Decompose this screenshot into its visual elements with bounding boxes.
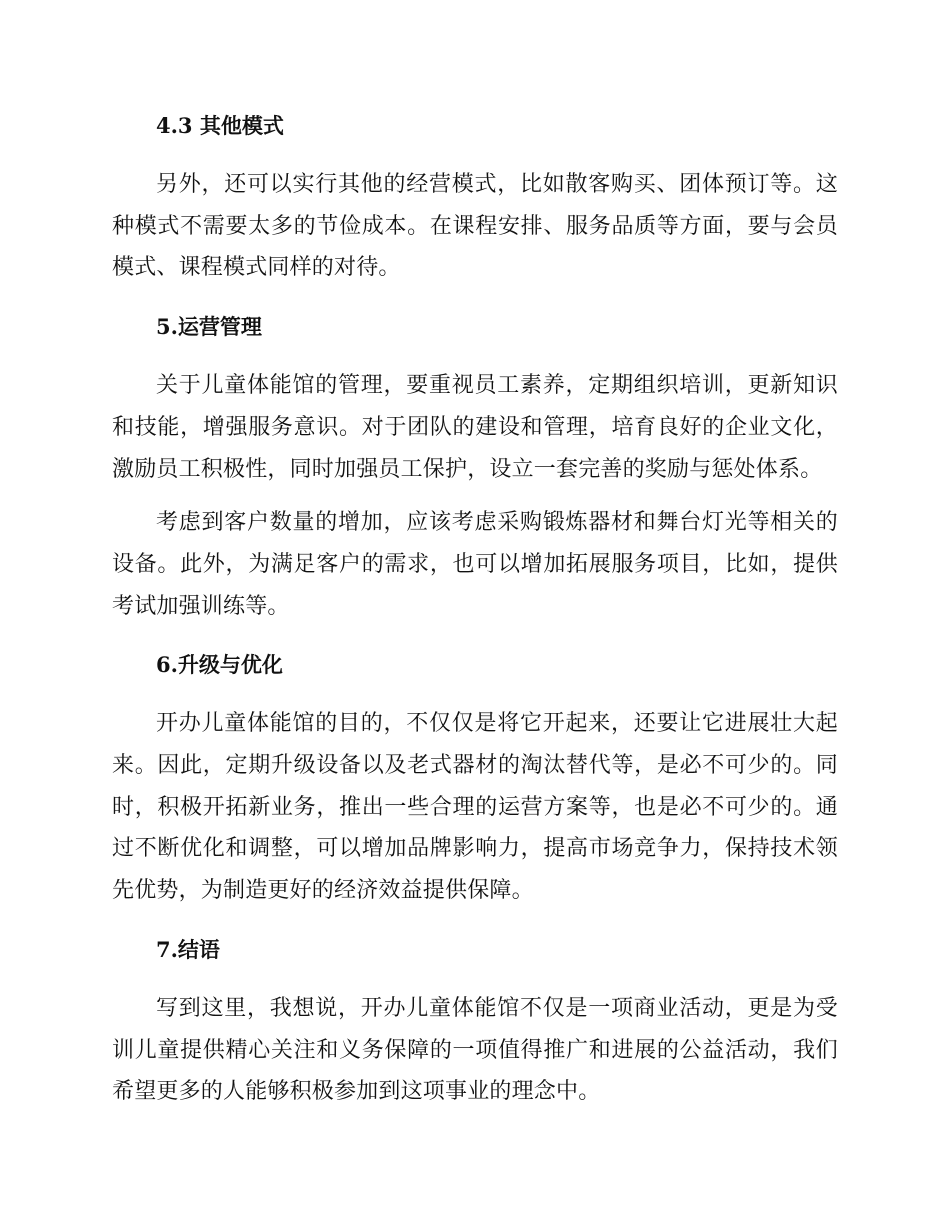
paragraph-other-modes: 另外，还可以实行其他的经营模式，比如散客购买、团体预订等。这种模式不需要太多的节俭成本。在课程安排、服务品质等方面，要与会员模式、课程模式同样的对待。 <box>112 172 838 281</box>
paragraph-conclusion: 写到这里，我想说，开办儿童体能馆不仅是一项商业活动，更是为受训儿童提供精心关注和义务保障的一项值得推广和进展的公益活动，我们希望更多的人能够积极参加到这项事业的理念中。 <box>112 995 838 1105</box>
section-heading-4-3: 4.3 其他模式 <box>156 113 284 138</box>
section-heading-7: 7.结语 <box>156 936 220 962</box>
document-page <box>112 108 838 1113</box>
section-heading-6: 6.升级与优化 <box>156 652 283 678</box>
paragraph-management-equipment: 考虑到客户数量的增加，应该考虑采购锻炼器材和舞台灯光等相关的设备。此外，为满足客户的需求，也可以增加拓展服务项目，比如，提供考试加强训练等。 <box>112 510 838 619</box>
section-heading-5: 5.运营管理 <box>156 314 262 340</box>
paragraph-management-staff: 关于儿童体能馆的管理，要重视员工素养，定期组织培训，更新知识和技能，增强服务意识。对于团队的建设和管理，培育良好的企业文化，激励员工积极性，同时加强员工保护，设立一套完善的奖励与惩处体系。 <box>112 373 838 482</box>
paragraph-upgrade: 开办儿童体能馆的目的，不仅仅是将它开起来，还要让它进展壮大起来。因此，定期升级设备以及老式器材的淘汰替代等，是必不可少的。同时，积极开拓新业务，推出一些合理的运营方案等，也是必不可少的。通过不断优化和调整，可以增加品牌影响力，提高市场竞争力，保持技术领先优势，为制造更好的经济效益提供保障。 <box>112 711 838 904</box>
